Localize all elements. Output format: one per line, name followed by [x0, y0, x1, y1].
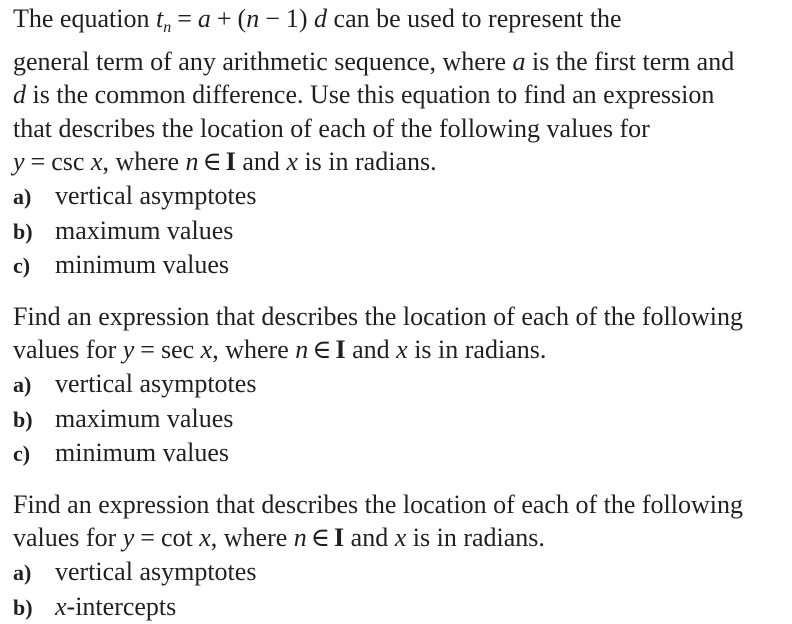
part-label: b) [13, 215, 55, 249]
intro-text: values for [13, 335, 123, 364]
intro-text: is in radians. [408, 335, 547, 364]
part-label: a) [13, 180, 55, 214]
part-item [13, 248, 783, 283]
open-paren: ( [238, 4, 247, 33]
part-label: a) [13, 368, 55, 402]
var-t: t [156, 4, 163, 33]
problem-csc-line-4: that describes the location of each of the following values for [13, 112, 783, 146]
intro-text: and [236, 147, 287, 176]
problem-cot-line-1: Find an expression that describes the location of each of the following [13, 488, 783, 522]
part-item [13, 214, 783, 249]
var-d: d [314, 4, 327, 33]
part-text: maximum values [55, 404, 233, 433]
part-label: a) [13, 556, 55, 590]
var-x: x [286, 147, 298, 176]
part-item [13, 590, 783, 624]
element-of-symbol: ∈ [308, 335, 335, 364]
part-text: maximum values [55, 216, 233, 245]
var-y: y [123, 335, 135, 364]
var-n: n [294, 523, 307, 552]
subscript-n: n [163, 19, 171, 36]
part-text: vertical asymptotes [55, 181, 256, 210]
equals-sign: = [25, 147, 52, 176]
intro-text: The equation [13, 4, 156, 33]
intro-text: , where [211, 523, 294, 552]
problem-sec-line-2 [13, 333, 783, 367]
problem-cot [13, 488, 783, 624]
intro-text: can be used to represent the [327, 4, 622, 33]
var-x: x [395, 523, 407, 552]
integer-set-symbol: I [334, 523, 344, 552]
function-name: cot [161, 523, 193, 552]
var-d: d [13, 80, 26, 109]
plus-sign: + [211, 4, 238, 33]
problem-csc-line-2 [13, 45, 783, 79]
problem-csc [13, 2, 783, 283]
intro-text: is the common difference. Use this equation to find an expression [26, 80, 714, 109]
var-y: y [123, 523, 135, 552]
part-text: vertical asymptotes [55, 557, 256, 586]
worksheet-page [13, 2, 783, 624]
problem-csc-line-1 [13, 2, 783, 45]
equals-sign: = [134, 523, 161, 552]
var-n: n [295, 335, 308, 364]
part-item [13, 555, 783, 590]
var-x: x [55, 592, 67, 621]
intro-text: , where [212, 335, 295, 364]
problem-sec-line-1: Find an expression that describes the location of each of the following [13, 300, 783, 334]
var-a: a [198, 4, 211, 33]
function-name: sec [161, 335, 194, 364]
element-of-symbol: ∈ [307, 523, 334, 552]
intro-text: is in radians. [406, 523, 545, 552]
problem-csc-line-5 [13, 145, 783, 179]
one-close-paren: 1) [286, 4, 308, 33]
equals-sign: = [134, 335, 161, 364]
problem-csc-line-3 [13, 78, 783, 112]
integer-set-symbol: I [226, 147, 236, 176]
var-x: x [396, 335, 408, 364]
function-name: csc [51, 147, 84, 176]
var-n: n [246, 4, 259, 33]
var-n: n [185, 147, 198, 176]
intro-text: and [346, 335, 397, 364]
var-y: y [13, 147, 25, 176]
part-item [13, 402, 783, 437]
part-label: b) [13, 403, 55, 437]
part-item [13, 436, 783, 471]
intro-text: is in radians. [298, 147, 437, 176]
var-a: a [513, 47, 526, 76]
problem-cot-line-2 [13, 521, 783, 555]
equals-sign: = [171, 4, 198, 33]
intro-text: values for [13, 523, 123, 552]
var-x: x [91, 147, 103, 176]
intro-text: and [344, 523, 395, 552]
intro-text: , where [102, 147, 185, 176]
part-label: c) [13, 437, 55, 471]
var-x: x [201, 335, 213, 364]
part-text: vertical asymptotes [55, 369, 256, 398]
element-of-symbol: ∈ [198, 147, 225, 176]
part-text: minimum values [55, 438, 229, 467]
intro-text: general term of any arithmetic sequence, where [13, 47, 513, 76]
part-text: -intercepts [67, 592, 177, 621]
part-item [13, 367, 783, 402]
part-label: b) [13, 591, 55, 624]
part-item [13, 179, 783, 214]
problem-sec [13, 300, 783, 471]
intro-text: is the first term and [526, 47, 735, 76]
part-label: c) [13, 249, 55, 283]
var-x: x [199, 523, 211, 552]
minus-sign: − [259, 4, 286, 33]
part-text: minimum values [55, 250, 229, 279]
integer-set-symbol: I [335, 335, 345, 364]
